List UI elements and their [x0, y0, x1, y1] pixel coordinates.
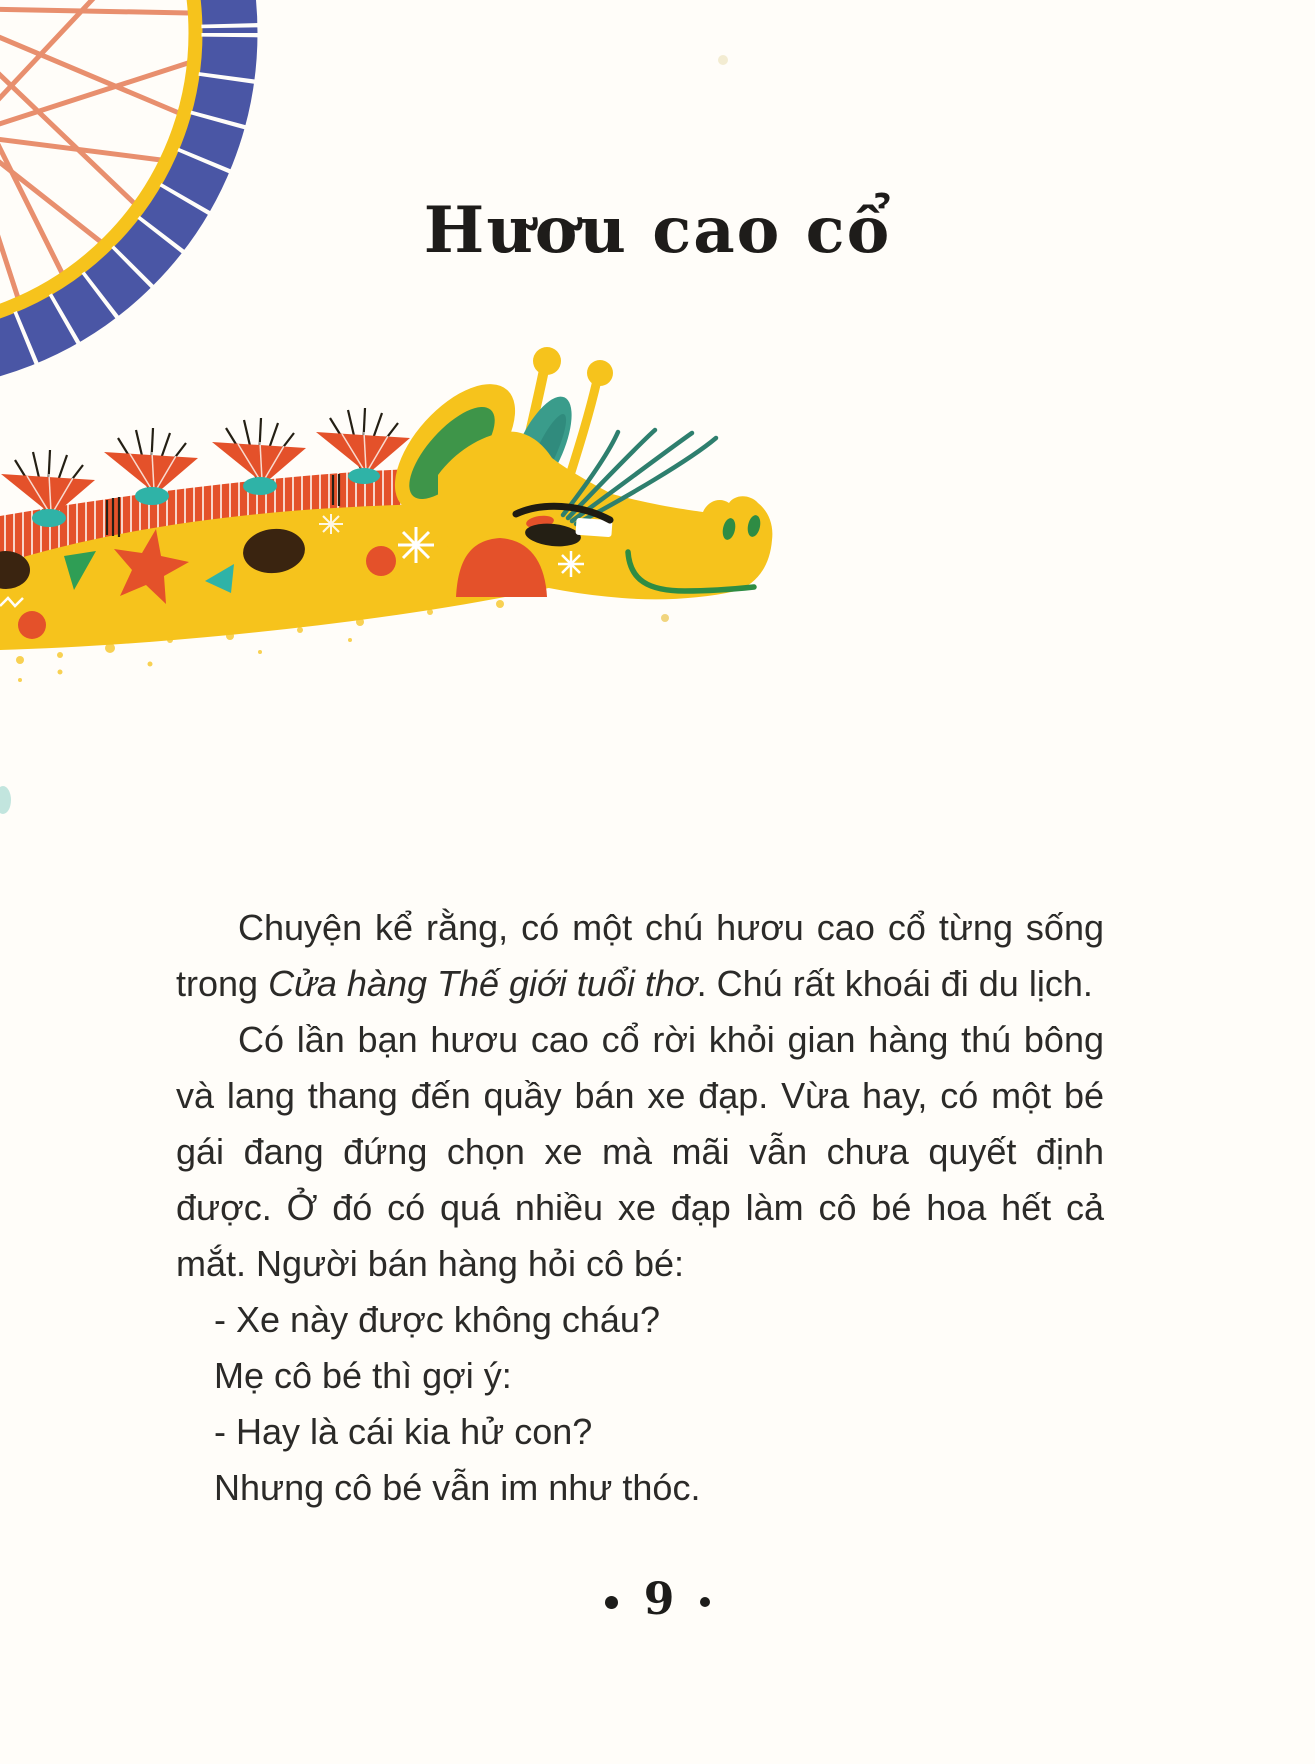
page-number-dot-right	[700, 1597, 710, 1607]
story-segment: Mẹ cô bé thì gợi ý:	[214, 1355, 512, 1396]
story-segment: Có lần bạn hươu cao cổ rời khỏi gian hàng thú bông và lang thang đến quầy bán xe đạp. Vừa hay, có một bé gái đang đứng chọn xe mà mãi vẫn chưa quyết định được. Ở đó có quá nhiều xe đạp làm cô bé hoa hết cả mắt. Người bán hàng hỏi cô bé:	[176, 1019, 1104, 1284]
story-paragraph	[176, 1012, 1104, 1292]
bicycle-wheel-illustration	[0, 0, 230, 363]
giraffe-illustration	[0, 55, 772, 814]
story-paragraph	[176, 1404, 1104, 1460]
story-paragraph	[176, 1460, 1104, 1516]
story-segment: . Chú rất khoái đi du lịch.	[696, 963, 1093, 1004]
page-illustration	[0, 0, 1315, 880]
story-segment: Chuyện kể rằng, có một chú hươu cao cổ từng sống trong	[176, 907, 1104, 1004]
story-segment: - Xe này được không cháu?	[214, 1299, 660, 1340]
story-text	[176, 900, 1104, 1516]
story-paragraph	[176, 900, 1104, 1012]
story-segment-italic: Cửa hàng Thế giới tuổi thơ	[268, 963, 697, 1004]
story-paragraph	[176, 1292, 1104, 1348]
story-segment: - Hay là cái kia hử con?	[214, 1411, 593, 1452]
page-title: Hươu cao cổ	[423, 192, 892, 268]
story-segment: Nhưng cô bé vẫn im như thóc.	[214, 1467, 701, 1508]
page-number-dot-left	[605, 1596, 618, 1609]
story-paragraph	[176, 1348, 1104, 1404]
page-number: 9	[643, 1574, 675, 1625]
page-footer	[0, 1572, 1315, 1632]
